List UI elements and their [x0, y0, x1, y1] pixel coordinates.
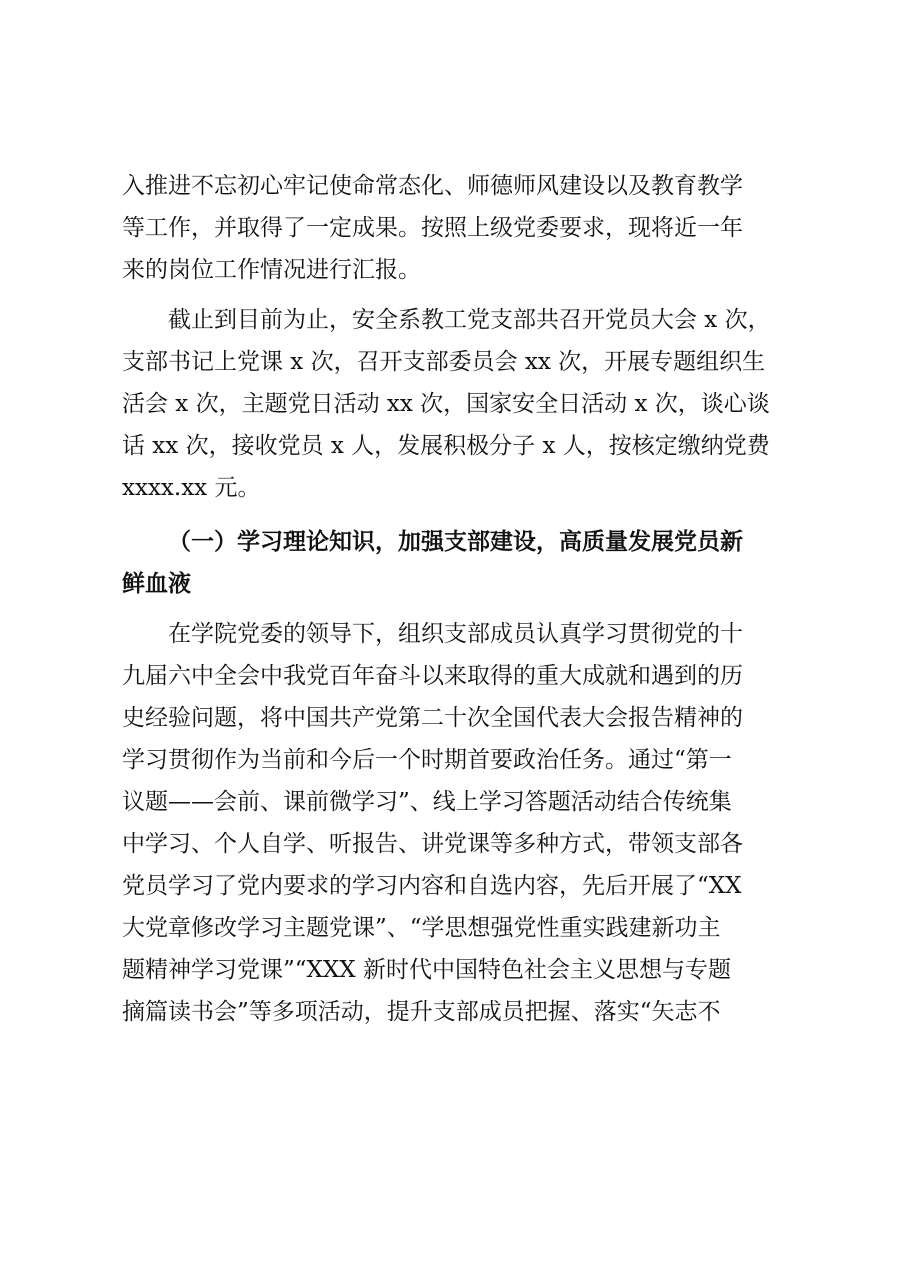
text-line: 在学院党委的领导下，组织支部成员认真学习贯彻党的十 [168, 621, 743, 647]
paragraph-intro [122, 165, 802, 291]
text-line: 党员学习了党内要求的学习内容和自选内容，先后开展了“XX [122, 873, 742, 899]
document-body [122, 165, 802, 1033]
text-line: 话 xx 次，接收党员 x 人，发展积极分子 x 人，按核定缴纳党费 [122, 433, 770, 459]
paragraph-stats [122, 299, 802, 509]
text-line: 史经验问题，将中国共产党第二十次全国代表大会报告精神的 [122, 705, 743, 731]
text-line: 入推进不忘初心牢记使命常态化、师德师风建设以及教育教学 [122, 173, 743, 199]
text-line: 截止到目前为止，安全系教工党支部共召开党员大会 x 次， [168, 307, 771, 333]
text-line: 九届六中全会中我党百年奋斗以来取得的重大成就和遇到的历 [122, 663, 743, 689]
text-line: 大党章修改学习主题党课”、“学思想强党性重实践建新功主 [122, 915, 721, 941]
text-line: 学习贯彻作为当前和今后一个时期首要政治任务。通过“第一 [122, 747, 732, 773]
text-line: 等工作，并取得了一定成果。按照上级党委要求，现将近一年 [122, 215, 743, 241]
heading-line: 鲜血液 [122, 570, 191, 597]
paragraph-study [122, 613, 802, 1033]
text-line: 议题——会前、课前微学习”、线上学习答题活动结合传统集 [122, 789, 732, 815]
text-line: 来的岗位工作情况进行汇报。 [122, 257, 421, 283]
text-line: 活会 x 次，主题党日活动 xx 次，国家安全日活动 x 次，谈心谈 [122, 391, 770, 417]
section-heading [122, 521, 802, 605]
text-line: 支部书记上党课 x 次，召开支部委员会 xx 次，开展专题组织生 [122, 349, 766, 375]
text-line: 摘篇读书会”等多项活动，提升支部成员把握、落实“矢志不 [122, 999, 721, 1025]
heading-line: （一）学习理论知识，加强支部建设，高质量发展党员新 [168, 528, 743, 555]
text-line: 中学习、个人自学、听报告、讲党课等多种方式，带领支部各 [122, 831, 743, 857]
text-line: xxxx.xx 元。 [122, 475, 261, 501]
text-line: 题精神学习党课”“XXX 新时代中国特色社会主义思想与专题 [122, 957, 731, 983]
